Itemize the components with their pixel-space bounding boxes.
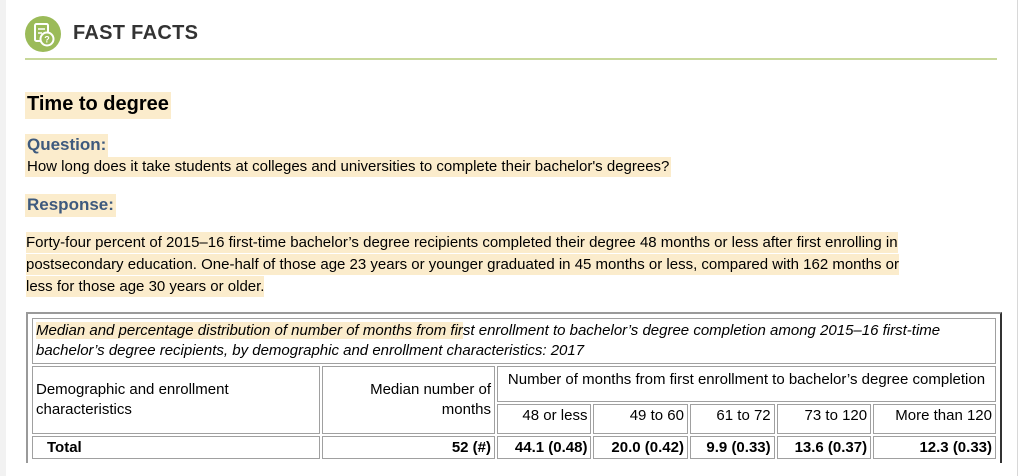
column-header-characteristics: Demographic and enrollment characteristics bbox=[32, 366, 320, 434]
cell-value: 12.3 (0.33) bbox=[873, 436, 996, 459]
response-line: Forty-four percent of 2015–16 first-time bachelor’s degree recipients completed their degree 48 months or less after first enrolling in bbox=[26, 234, 898, 251]
data-table bbox=[30, 316, 998, 461]
fast-facts-header bbox=[25, 14, 997, 60]
cell-value: 20.0 (0.42) bbox=[593, 436, 687, 459]
median-value: 52 (#) bbox=[322, 436, 495, 459]
response-label: Response: bbox=[25, 194, 116, 217]
left-page-edge bbox=[0, 0, 6, 476]
column-header-73-to-120: 73 to 120 bbox=[777, 404, 871, 434]
column-header-median: Median number of months bbox=[322, 366, 495, 434]
column-header-49-to-60: 49 to 60 bbox=[593, 404, 687, 434]
question-text: How long does it take students at colleges and universities to complete their bachelor's degrees? bbox=[27, 158, 670, 175]
response-text bbox=[26, 232, 1001, 298]
table-row bbox=[32, 436, 996, 459]
cell-value: 9.9 (0.33) bbox=[690, 436, 775, 459]
column-header-61-to-72: 61 to 72 bbox=[690, 404, 775, 434]
column-header-48-or-less: 48 or less bbox=[497, 404, 591, 434]
brand-title: FAST FACTS bbox=[73, 22, 199, 44]
row-label: Total bbox=[32, 436, 320, 459]
column-header-more-than-120: More than 120 bbox=[873, 404, 996, 434]
page-title: Time to degree bbox=[25, 92, 171, 119]
svg-text:?: ? bbox=[44, 34, 50, 45]
data-table-container bbox=[26, 312, 1002, 463]
question-label: Question: bbox=[25, 134, 108, 157]
cell-value: 13.6 (0.37) bbox=[777, 436, 871, 459]
column-group-header-months: Number of months from first enrollment to bachelor’s degree completion bbox=[497, 366, 996, 402]
response-line: less for those age 30 years or older. bbox=[26, 278, 265, 295]
document-question-icon bbox=[25, 16, 61, 52]
cell-value: 44.1 (0.48) bbox=[497, 436, 591, 459]
right-page-edge bbox=[1017, 0, 1018, 476]
table-caption: Median and percentage distribution of number of months from first enrollment to bachelor’s degree completion among 2015–16 first-time bachelor’s degree recipients, by demographic and enrollment characteristics: 2017 bbox=[32, 318, 996, 364]
response-line: postsecondary education. One-half of those age 23 years or younger graduated in 45 months or less, compared with 162 months or bbox=[26, 256, 900, 273]
